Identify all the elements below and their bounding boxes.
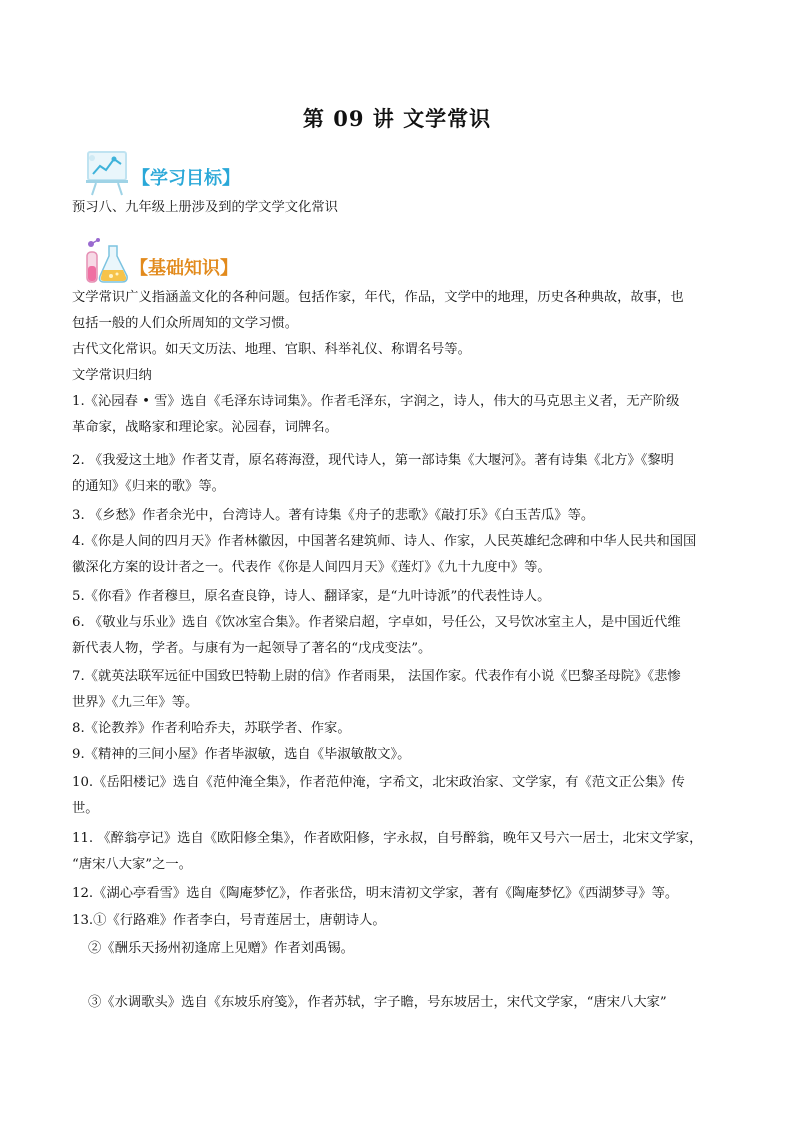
body-line: 9.《精神的三间小屋》作者毕淑敏，选自《毕淑敏散文》。 <box>72 747 411 762</box>
body-line: 7.《就英法联军远征中国致巴特勒上尉的信》作者雨果， 法国作家。代表作有小说《巴黎圣母院》《悲惨 <box>72 669 681 684</box>
page-title: 第 09 讲 文学常识 <box>302 106 492 131</box>
body-line: 5.《你看》作者穆旦，原名查良铮，诗人、翻译家，是“九叶诗派”的代表性诗人。 <box>72 589 551 604</box>
body-line: 革命家，战略家和理论家。沁园春，词牌名。 <box>72 420 338 435</box>
body-line: 4.《你是人间的四月天》作者林徽因，中国著名建筑师、诗人、作家，人民英雄纪念碑和中华人民共和国国 <box>72 534 697 549</box>
body-line: 徽深化方案的设计者之一。代表作《你是人间四月天》《莲灯》《九十九度中》等。 <box>72 560 551 575</box>
body-line: 文学常识广义指涵盖文化的各种问题。包括作家，年代，作品，文学中的地理，历史各种典故，故事，也 <box>72 290 684 305</box>
body-line: 6. 《敬业与乐业》选自《饮冰室合集》。作者梁启超，字卓如，号任公，又号饮冰室主人，是中国近代维 <box>72 615 681 630</box>
body-line: 的通知》《归来的歌》等。 <box>72 479 225 494</box>
body-line: 世界》《九三年》等。 <box>72 695 199 710</box>
body-line: 新代表人物，学者。与康有为一起领导了著名的“戊戌变法”。 <box>72 641 432 656</box>
body-line: 包括一般的人们众所周知的文学习惯。 <box>72 316 299 331</box>
body-line: ③《水调歌头》选自《东坡乐府笺》，作者苏轼，字子瞻，号东坡居士，宋代文学家，“唐宋八大家” <box>88 995 667 1010</box>
body-line: 3. 《乡愁》作者余光中，台湾诗人。著有诗集《舟子的悲歌》《敲打乐》《白玉苦瓜》等。 <box>72 508 595 523</box>
body-line: 2. 《我爱这土地》作者艾青，原名蒋海澄，现代诗人，第一部诗集《大堰河》。著有诗集《北方》《黎明 <box>72 453 674 468</box>
body-line: 1.《沁园春 • 雪》选自《毛泽东诗词集》。作者毛泽东，字润之，诗人，伟大的马克思主义者，无产阶级 <box>72 394 680 409</box>
body-line: 世。 <box>72 801 99 816</box>
body-line: 12.《湖心亭看雪》选自《陶庵梦忆》，作者张岱，明末清初文学家，著有《陶庵梦忆》《西湖梦寻》等。 <box>72 886 679 901</box>
body-line: 11. 《醉翁亭记》选自《欧阳修全集》，作者欧阳修，字永叔，自号醉翁，晚年又号六一居士，北宋文学家， <box>72 831 703 846</box>
body-line: “唐宋八大家”之一。 <box>72 857 192 872</box>
body-line: ②《酬乐天扬州初逢席上见赠》作者刘禹锡。 <box>88 941 354 956</box>
body-line: 10.《岳阳楼记》选自《范仲淹全集》，作者范仲淹，字希文，北宋政治家、文学家，有《范文正公集》传 <box>72 775 685 790</box>
body-line: 文学常识归纳 <box>72 368 152 383</box>
chemistry-flask-icon <box>82 236 132 286</box>
learning-goals-title: 【学习目标】 <box>132 168 240 189</box>
basic-knowledge-title: 【基础知识】 <box>130 258 238 279</box>
body-line: 13.①《行路难》作者李白，号青莲居士，唐朝诗人。 <box>72 913 386 928</box>
body-line: 8.《论教养》作者利哈乔夫，苏联学者、作家。 <box>72 721 351 736</box>
learning-goals-text: 预习八、九年级上册涉及到的学文学文化常识 <box>72 200 338 215</box>
presentation-board-icon <box>84 148 134 198</box>
body-line: 古代文化常识。如天文历法、地理、官职、科举礼仪、称谓名号等。 <box>72 342 471 357</box>
